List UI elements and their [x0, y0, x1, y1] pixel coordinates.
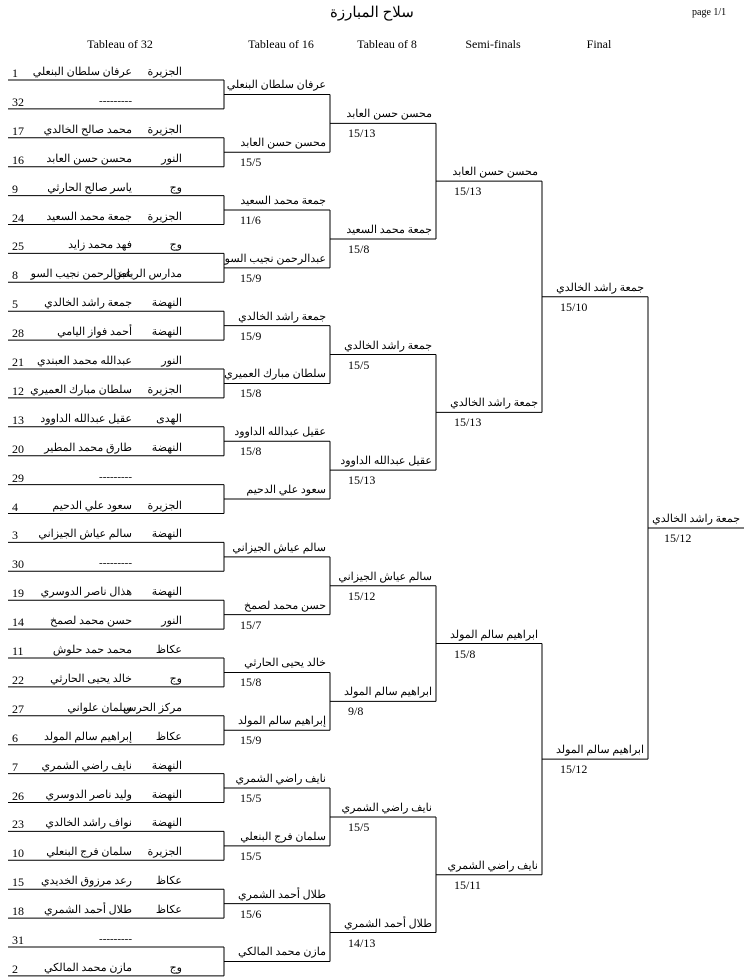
seed-number: 18 — [12, 904, 24, 919]
fencer-name: رعد مرزوق الخديدي — [41, 875, 132, 888]
club-name: الهدى — [156, 412, 182, 425]
round-header: Tableau of 32 — [87, 37, 153, 51]
fencer-name: سلمان فرج البنعلي — [46, 846, 132, 859]
advancing-fencer-name: ابراهيم سالم المولد — [450, 628, 538, 641]
fencer-name: عقيل عبدالله الداوود — [40, 412, 132, 425]
advancing-fencer-name: طلال أحمد الشمري — [343, 917, 432, 930]
bout-score: 15/5 — [240, 791, 262, 806]
advancing-fencer-name: عقيل عبدالله الداوود — [234, 426, 326, 439]
advancing-fencer-name: محسن حسن العابد — [240, 137, 326, 150]
bout-score: 15/5 — [348, 357, 370, 372]
fencer-name: محمد صالح الخالدي — [43, 123, 132, 136]
bout-score: 15/11 — [454, 877, 481, 892]
page-indicator: page 1/1 — [692, 7, 727, 18]
seed-number: 6 — [12, 730, 18, 745]
seed-number: 12 — [12, 383, 24, 398]
fencer-name: خالد يحيى الحارثي — [50, 672, 132, 685]
advancing-fencer-name: عرفان سلطان البنعلي — [226, 79, 326, 92]
bout-score: 15/10 — [560, 299, 588, 314]
seed-number: 8 — [12, 268, 18, 283]
club-name: الجزيرة — [147, 383, 182, 396]
club-name: الجزيرة — [147, 499, 182, 512]
seed-number: 21 — [12, 355, 24, 369]
fencer-name: طارق محمد المطير — [44, 441, 132, 454]
advancing-fencer-name: سلمان فرج البنعلي — [240, 830, 326, 843]
fencer-name: --------- — [99, 933, 132, 945]
bout-score: 15/13 — [454, 184, 482, 199]
fencer-name: --------- — [99, 557, 132, 570]
bout-score: 15/12 — [560, 762, 588, 777]
advancing-fencer-name: جمعة محمد السعيد — [240, 195, 326, 208]
fencer-name: نايف راضي الشمري — [41, 759, 132, 772]
advancing-fencer-name: جمعة محمد السعيد — [346, 223, 432, 236]
seed-number: 1 — [12, 66, 18, 80]
fencer-name: إبراهيم سالم المولد — [44, 730, 132, 743]
club-name: النور — [161, 615, 182, 628]
seed-number: 3 — [12, 528, 18, 543]
seed-number: 29 — [12, 470, 24, 485]
club-name: النور — [161, 355, 182, 367]
advancing-fencer-name: سالم عياش الجيزاني — [232, 541, 326, 554]
club-name: النهضة — [151, 759, 182, 772]
bout-score: 15/13 — [348, 473, 376, 488]
bout-score: 15/6 — [240, 906, 262, 921]
club-name: النهضة — [151, 297, 182, 310]
advancing-fencer-name: محسن حسن العابد — [452, 166, 538, 179]
fencer-name: سلمان علواني — [67, 701, 132, 714]
club-name: النهضة — [151, 586, 182, 599]
bout-score: 9/8 — [348, 704, 364, 719]
seed-number: 22 — [12, 672, 24, 687]
seed-number: 14 — [12, 615, 24, 630]
seed-number: 26 — [12, 788, 24, 803]
club-name: النهضة — [151, 528, 182, 541]
bout-score: 15/8 — [454, 646, 476, 661]
fencer-name: ياسر صالح الحارثي — [47, 181, 132, 194]
seed-number: 11 — [12, 644, 24, 658]
bout-score: 15/12 — [348, 588, 376, 603]
fencer-name: أحمد فواز اليامي — [57, 326, 132, 339]
club-name: مدارس الرياض — [113, 268, 182, 281]
club-name: وج — [169, 961, 182, 974]
bout-score: 15/13 — [454, 415, 482, 430]
bout-score: 15/5 — [348, 819, 370, 834]
fencer-name: عبدالله محمد العبندي — [37, 355, 132, 367]
seed-number: 20 — [12, 441, 24, 456]
club-name: الجزيرة — [147, 66, 182, 78]
club-name: الجزيرة — [147, 123, 182, 136]
club-name: مركز الحرس — [122, 701, 182, 714]
seed-number: 23 — [12, 817, 24, 832]
bout-score: 15/9 — [240, 270, 262, 285]
fencer-name: عرفان سلطان البنعلي — [32, 66, 132, 78]
seed-number: 9 — [12, 181, 18, 196]
seed-number: 17 — [12, 123, 24, 138]
bout-score: 15/7 — [240, 617, 262, 632]
bout-score: 15/5 — [240, 848, 262, 863]
club-name: عكاظ — [155, 904, 182, 917]
advancing-fencer-name: حسن محمد لصمخ — [244, 599, 326, 612]
seed-number: 31 — [12, 933, 24, 947]
club-name: عكاظ — [155, 730, 182, 743]
round-header: Semi-finals — [465, 37, 521, 51]
seed-number: 30 — [12, 557, 24, 572]
advancing-fencer-name: ابراهيم سالم المولد — [344, 686, 432, 699]
round-header: Tableau of 8 — [357, 37, 417, 51]
club-name: عكاظ — [155, 875, 182, 888]
advancing-fencer-name: نايف راضي الشمري — [447, 859, 538, 872]
club-name: الجزيرة — [147, 210, 182, 223]
fencer-name: حسن محمد لصمخ — [50, 615, 132, 628]
bout-score: 15/5 — [240, 155, 262, 170]
seed-number: 27 — [12, 701, 24, 716]
fencer-name: سعود علي الدحيم — [52, 499, 132, 512]
advancing-fencer-name: جمعة راشد الخالدي — [238, 310, 326, 323]
fencer-name: --------- — [99, 470, 132, 483]
advancing-fencer-name: عبدالرحمن نجيب السو — [224, 252, 326, 265]
advancing-fencer-name: جمعة راشد الخالدي — [450, 397, 538, 410]
fencer-name: --------- — [99, 94, 132, 107]
seed-number: 25 — [12, 239, 24, 254]
bout-score: 15/8 — [348, 241, 370, 256]
club-name: وج — [169, 672, 182, 685]
advancing-fencer-name: خالد يحيى الحارثي — [244, 657, 326, 670]
round-header: Final — [586, 37, 612, 51]
advancing-fencer-name: نايف راضي الشمري — [235, 773, 326, 786]
fencer-name: عبدالرحمن نجيب السو — [30, 268, 132, 281]
advancing-fencer-name: عقيل عبدالله الداوود — [340, 455, 432, 468]
advancing-fencer-name: ابراهيم سالم المولد — [556, 744, 644, 757]
bout-score: 14/13 — [348, 935, 376, 950]
champion-name: جمعة راشد الخالدي — [652, 512, 740, 525]
fencer-name: فهد محمد زايد — [68, 239, 132, 252]
club-name: وج — [169, 181, 182, 194]
bout-score: 15/8 — [240, 386, 262, 401]
fencer-name: نواف راشد الخالدي — [45, 817, 132, 830]
club-name: النهضة — [151, 788, 182, 801]
fencer-name: مازن محمد المالكي — [44, 961, 132, 974]
seed-number: 2 — [12, 961, 18, 976]
final-score: 15/12 — [664, 530, 692, 545]
club-name: الجزيرة — [147, 846, 182, 859]
seed-number: 16 — [12, 152, 24, 167]
fencer-name: جمعة محمد السعيد — [46, 210, 132, 223]
seed-number: 5 — [12, 297, 18, 312]
fencer-name: جمعة راشد الخالدي — [44, 297, 132, 310]
advancing-fencer-name: محسن حسن العابد — [346, 108, 432, 121]
seed-number: 19 — [12, 586, 24, 601]
fencer-name: هذال ناصر الدوسري — [40, 586, 132, 599]
club-name: النور — [161, 152, 182, 165]
bout-score: 15/9 — [240, 328, 262, 343]
seed-number: 32 — [12, 94, 24, 109]
advancing-fencer-name: سلطان مبارك العميري — [224, 368, 326, 381]
fencer-name: طلال أحمد الشمري — [43, 904, 132, 917]
club-name: النهضة — [151, 817, 182, 830]
bout-score: 11/6 — [240, 213, 261, 228]
seed-number: 15 — [12, 875, 24, 890]
club-name: عكاظ — [155, 644, 182, 656]
advancing-fencer-name: طلال أحمد الشمري — [237, 888, 326, 901]
advancing-fencer-name: نايف راضي الشمري — [341, 801, 432, 814]
seed-number: 10 — [12, 846, 24, 861]
advancing-fencer-name: جمعة راشد الخالدي — [344, 339, 432, 352]
advancing-fencer-name: جمعة راشد الخالدي — [556, 281, 644, 294]
club-name: وج — [169, 239, 182, 252]
club-name: النهضة — [151, 326, 182, 339]
seed-number: 13 — [12, 412, 24, 427]
fencer-name: وليد ناصر الدوسري — [45, 788, 132, 801]
bout-score: 15/9 — [240, 733, 262, 748]
advancing-fencer-name: سالم عياش الجيزاني — [338, 570, 432, 583]
seed-number: 24 — [12, 210, 24, 225]
seed-number: 28 — [12, 326, 24, 341]
fencer-name: محسن حسن العابد — [46, 152, 132, 165]
seed-number: 7 — [12, 759, 18, 774]
advancing-fencer-name: مازن محمد المالكي — [238, 946, 326, 959]
bout-score: 15/13 — [348, 126, 376, 141]
fencer-name: سلطان مبارك العميري — [30, 383, 132, 396]
bout-score: 15/8 — [240, 675, 262, 690]
advancing-fencer-name: إبراهيم سالم المولد — [238, 715, 326, 728]
seed-number: 4 — [12, 499, 18, 514]
bout-score: 15/8 — [240, 444, 262, 459]
club-name: النهضة — [151, 441, 182, 454]
bracket-title: سلاح المبارزة — [330, 5, 414, 21]
fencer-name: سالم عياش الجيزاني — [38, 528, 132, 541]
advancing-fencer-name: سعود علي الدحيم — [246, 484, 326, 497]
round-header: Tableau of 16 — [248, 37, 314, 51]
fencer-name: محمد حمد حلوش — [52, 644, 132, 656]
